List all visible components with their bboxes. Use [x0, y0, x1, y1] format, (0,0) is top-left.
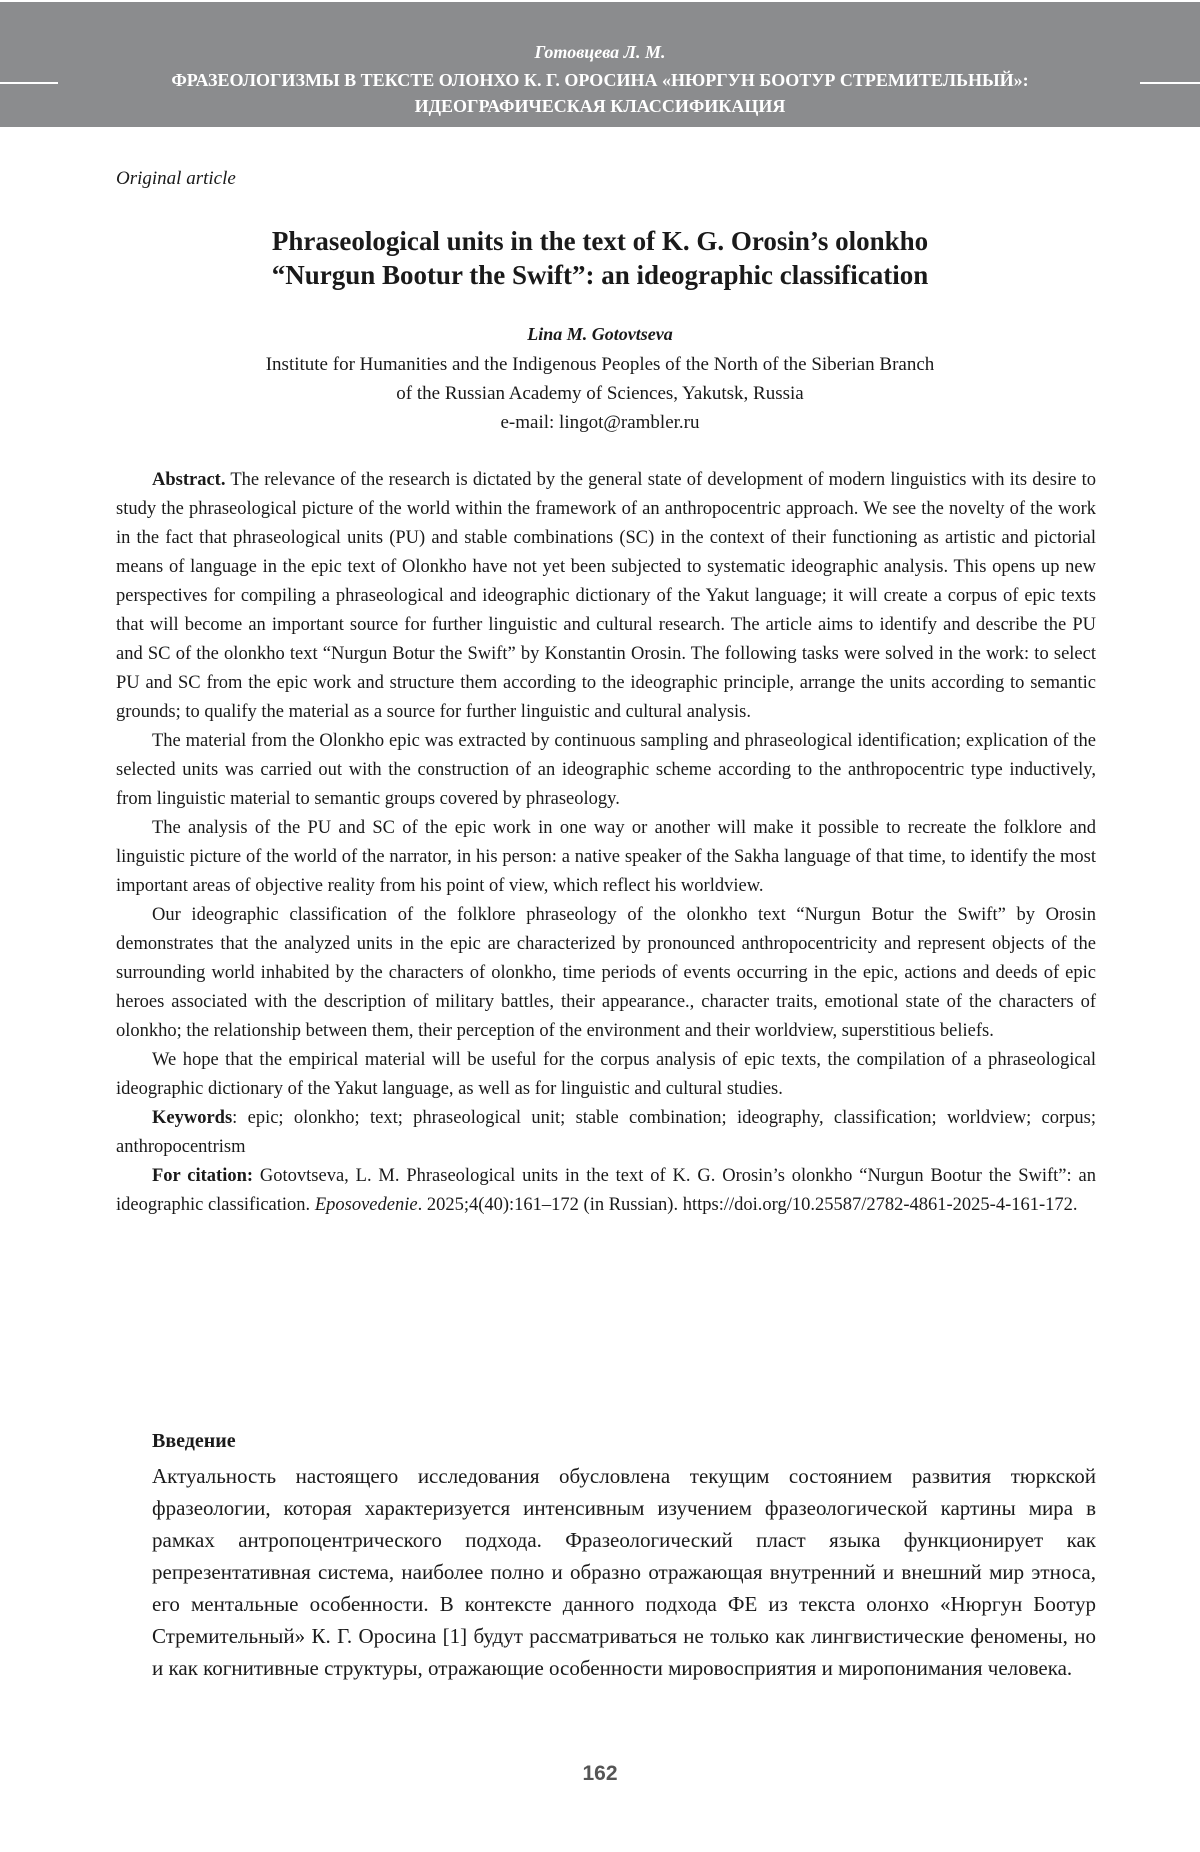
keywords-label: Keywords: [152, 1108, 233, 1128]
citation-journal: Eposovedenie: [314, 1195, 418, 1215]
title-line1: Phraseological units in the text of K. G. Orosin’s olonkho: [271, 226, 929, 256]
page-number: 162: [582, 1762, 618, 1785]
citation-doi[interactable]: . 2025;4(40):161–172 (in Russian). https://doi.org/10.25587/2782-4861-2025-4-161-172.: [417, 1195, 1078, 1215]
keywords: [116, 1104, 1096, 1162]
abstract-p4: Our ideographic classification of the folklore phraseology of the olonkho text “Nurgun Botur the Swift” by Orosin demonstrates that the analyzed units in the epic are characterized by pronounced anthropocentricity and represent objects of the surrounding world inhabited by the characters of olonkho, time periods of events occurring in the epic, actions and deeds of epic heroes associated with the description of military battles, their appearance., character traits, emotional state of the characters of olonkho; the relationship between them, their perception of the environment and their worldview, superstitious beliefs.: [116, 905, 1096, 1041]
citation-text: Gotovtseva, L. M. Phraseological units in the text of K. G. Orosin’s olonkho “Nurgun Bootur the Swift”: an ideographic classification.: [116, 1166, 1096, 1215]
intro-heading: Введение: [152, 1430, 236, 1452]
abstract-label: Abstract.: [152, 470, 226, 490]
author-name: Lina M. Gotovtseva: [527, 324, 673, 344]
abstract-p3: The analysis of the PU and SC of the epic work in one way or another will make it possible to recreate the folklore and linguistic picture of the world of the narrator, in his person: a native speaker of the Sakha language of that time, to identify the most important areas of objective reality from his point of view, which reflect his worldview.: [116, 818, 1096, 896]
author-email: e-mail: lingot@rambler.ru: [500, 412, 700, 433]
article-type: Original article: [116, 168, 236, 189]
keywords-text: : epic; olonkho; text; phraseological unit; stable combination; ideography, classification; worldview; corpus; anthropocentrism: [116, 1108, 1096, 1157]
abstract-p1: [116, 466, 1096, 727]
affiliation-line1: Institute for Humanities and the Indigenous Peoples of the North of the Siberian Branch: [265, 354, 935, 375]
abstract-text: The relevance of the research is dictated by the general state of development of modern linguistics with its desire to study the phraseological picture of the world within the framework of an anthropocentric approach. We see the novelty of the work in the fact that phraseological units (PU) and stable combinations (SC) in the context of their functioning as artistic and pictorial means of language in the epic text of Olonkho have not yet been subjected to systematic ideographic analysis. This opens up new perspectives for compiling a phraseological and ideographic dictionary of the Yakut language; it will create a corpus of epic texts that will become an important source for further linguistic and cultural research. The article aims to identify and describe the PU and SC of the olonkho text “Nurgun Botur the Swift” by Konstantin Orosin. The following tasks were solved in the work: to select PU and SC from the epic work and structure them according to the ideographic principle, arrange the units according to semantic grounds; to qualify the material as a source for further linguistic and cultural analysis.: [116, 470, 1097, 722]
header-author: Готовцева Л. М.: [534, 42, 666, 62]
citation-label: For citation:: [152, 1166, 254, 1186]
running-header: [0, 2, 1200, 127]
abstract-p2: The material from the Olonkho epic was extracted by continuous sampling and phraseological identification; explication of the selected units was carried out with the construction of an ideographic scheme according to the anthropocentric type inductively, from linguistic material to semantic groups covered by phraseology.: [116, 731, 1096, 809]
citation: [116, 1162, 1096, 1220]
abstract-p5: We hope that the empirical material will be useful for the corpus analysis of epic texts, the compilation of a phraseological ideographic dictionary of the Yakut language, as well as for linguistic and cultural studies.: [116, 1050, 1096, 1099]
article-title: [0, 224, 1200, 292]
intro-paragraph: Актуальность настоящего исследования обусловлена текущим состоянием развития тюркской фразеологии, которая характеризуется интенсивным изучением фразеологической картины мира в рамках антропоцентрического подхода. Фразеологический пласт языка функционирует как репрезентативная система, наиболее полно и образно отражающая внутренний и внешний мир этноса, его ментальные особенности. В контексте данного подхода ФЕ из текста олонхо «Нюргун Боотур Стремительный» К. Г. Оросина [1] будут рассматриваться не только как лингвистические феномены, но и как когнитивные структуры, отражающие особенности мировосприятия и миропонимания человека.: [152, 1464, 1096, 1680]
abstract: [116, 466, 1096, 1220]
header-title-line1: ФРАЗЕОЛОГИЗМЫ В ТЕКСТЕ ОЛОНХО К. Г. ОРОСИНА «НЮРГУН БООТУР СТРЕМИТЕЛЬНЫЙ»:: [171, 70, 1029, 90]
title-line2: “Nurgun Bootur the Swift”: an ideographic classification: [271, 260, 929, 290]
affiliation: [0, 350, 1200, 437]
affiliation-line2: of the Russian Academy of Sciences, Yakutsk, Russia: [396, 383, 804, 404]
header-title-line2: ИДЕОГРАФИЧЕСКАЯ КЛАССИФИКАЦИЯ: [414, 96, 786, 116]
